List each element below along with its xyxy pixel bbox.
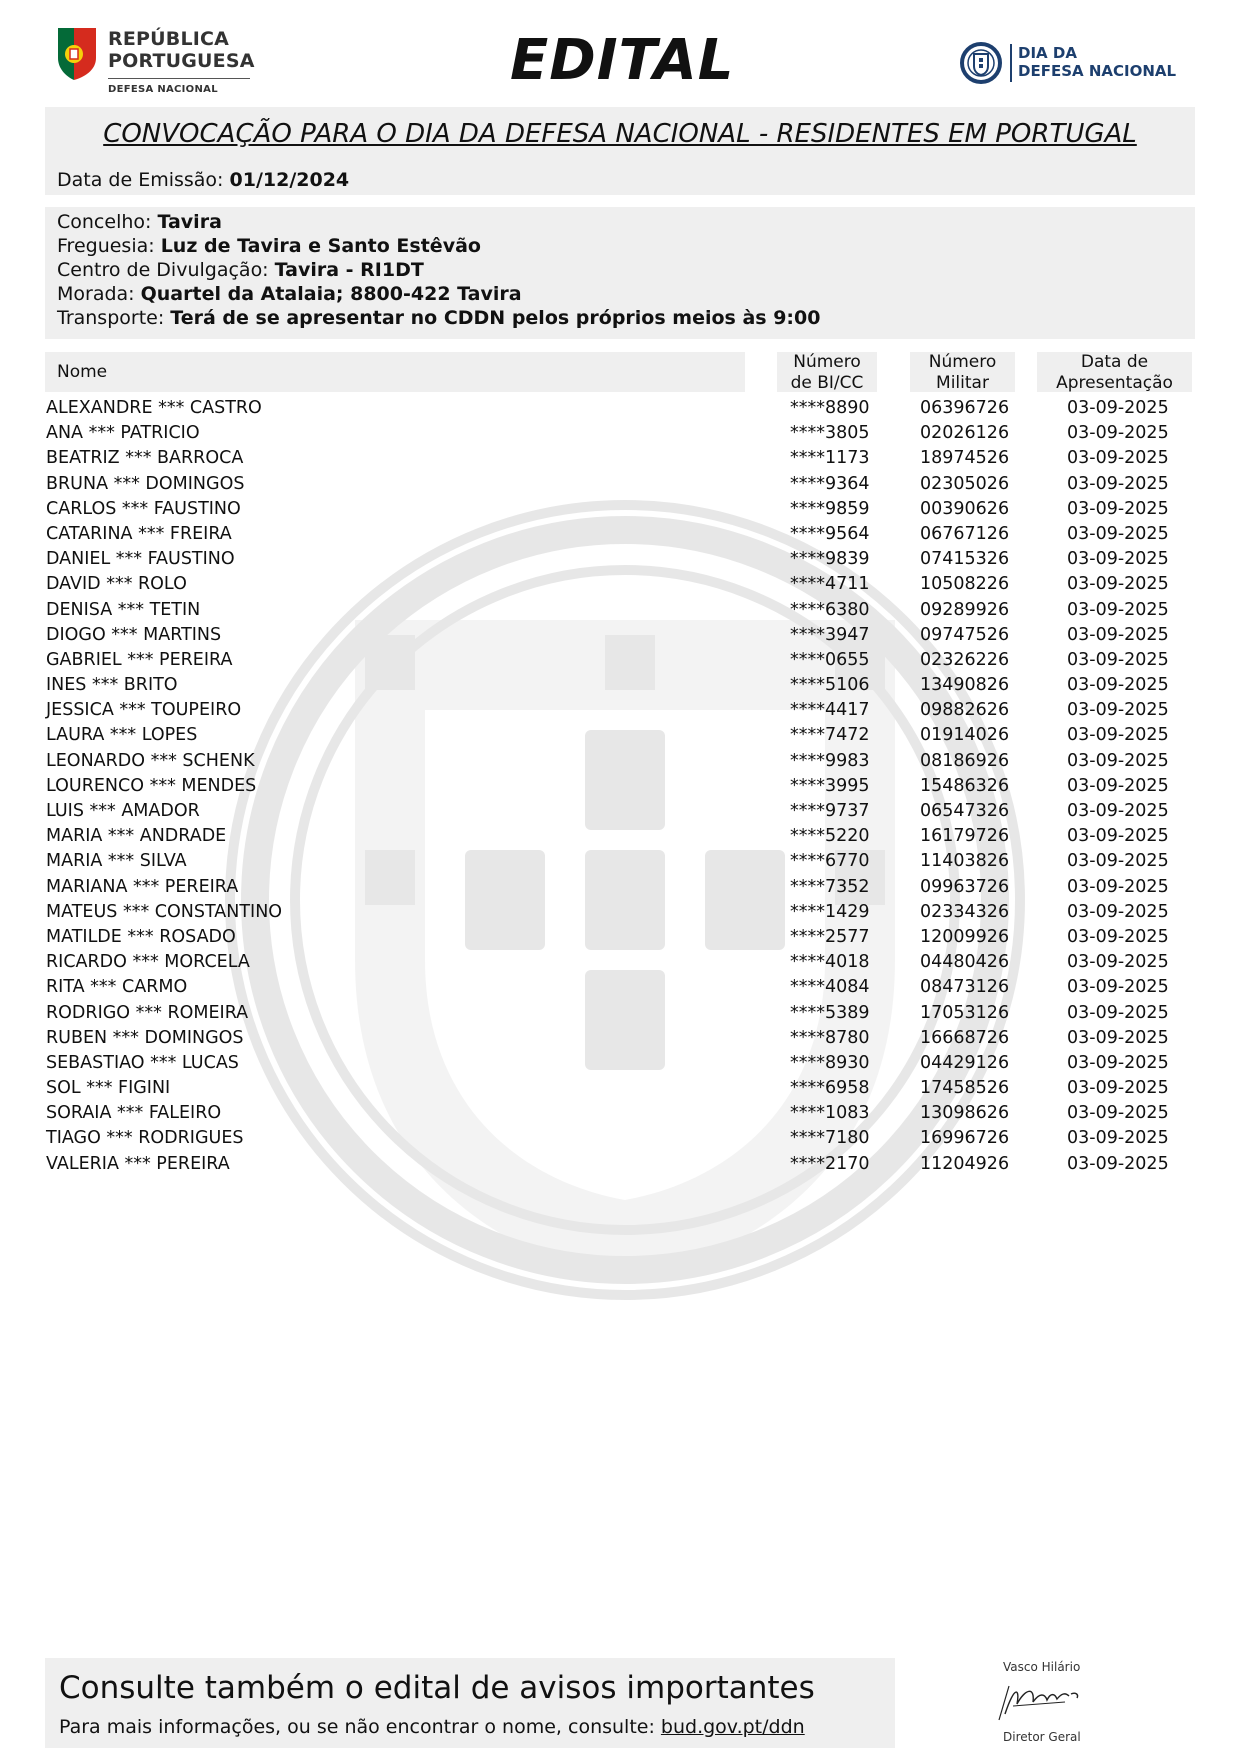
row-bi: ****9983 bbox=[790, 750, 870, 771]
table-row bbox=[0, 723, 1240, 748]
handwritten-signature bbox=[995, 1674, 1095, 1724]
table-row bbox=[0, 799, 1240, 824]
concelho-label: Concelho: bbox=[57, 211, 152, 233]
table-row bbox=[0, 975, 1240, 1000]
table-row bbox=[0, 824, 1240, 849]
row-data: 03-09-2025 bbox=[1067, 574, 1169, 595]
document-title: EDITAL bbox=[510, 28, 735, 93]
row-bi: ****5106 bbox=[790, 675, 870, 696]
row-nome: JESSICA *** TOUPEIRO bbox=[46, 700, 242, 721]
row-nome: GABRIEL *** PEREIRA bbox=[46, 649, 233, 670]
rp-divider bbox=[108, 78, 250, 79]
header-bi-line1: Número bbox=[793, 352, 861, 372]
table-row bbox=[0, 472, 1240, 497]
transporte-value: Terá de se apresentar no CDDN pelos próprios meios às 9:00 bbox=[170, 307, 821, 329]
row-bi: ****4417 bbox=[790, 700, 870, 721]
row-militar: 12009926 bbox=[920, 926, 1010, 947]
freguesia-line bbox=[57, 235, 481, 257]
table-row bbox=[0, 497, 1240, 522]
row-data: 03-09-2025 bbox=[1067, 1128, 1169, 1149]
signature-block bbox=[995, 1660, 1115, 1750]
row-militar: 09882626 bbox=[920, 700, 1010, 721]
row-data: 03-09-2025 bbox=[1067, 423, 1169, 444]
row-militar: 10508226 bbox=[920, 574, 1010, 595]
rp-line1: REPÚBLICA bbox=[108, 28, 230, 50]
column-header-data bbox=[1037, 352, 1192, 392]
row-nome: LUIS *** AMADOR bbox=[46, 801, 200, 821]
row-data: 03-09-2025 bbox=[1067, 523, 1169, 544]
row-nome: SOL *** FIGINI bbox=[46, 1078, 171, 1099]
row-militar: 02026126 bbox=[920, 423, 1010, 444]
row-bi: ****3805 bbox=[790, 423, 870, 444]
table-row bbox=[0, 572, 1240, 597]
row-data: 03-09-2025 bbox=[1067, 952, 1169, 973]
emissao-label: Data de Emissão: bbox=[57, 169, 224, 191]
table-row bbox=[0, 925, 1240, 950]
row-militar: 01914026 bbox=[920, 725, 1010, 746]
row-data: 03-09-2025 bbox=[1067, 549, 1169, 570]
row-bi: ****7352 bbox=[790, 876, 870, 897]
row-bi: ****4018 bbox=[790, 952, 870, 973]
row-nome: VALERIA *** PEREIRA bbox=[46, 1153, 230, 1174]
row-militar: 02326226 bbox=[920, 649, 1010, 670]
row-nome: TIAGO *** RODRIGUES bbox=[46, 1128, 244, 1149]
row-bi: ****4711 bbox=[790, 574, 870, 595]
row-data: 03-09-2025 bbox=[1067, 473, 1169, 494]
row-nome: LAURA *** LOPES bbox=[46, 725, 198, 746]
column-header-militar bbox=[910, 352, 1015, 392]
row-bi: ****2577 bbox=[790, 926, 870, 947]
row-nome: LOURENCO *** MENDES bbox=[46, 775, 257, 796]
row-data: 03-09-2025 bbox=[1067, 725, 1169, 746]
row-data: 03-09-2025 bbox=[1067, 599, 1169, 620]
table-row bbox=[0, 446, 1240, 471]
row-militar: 17053126 bbox=[920, 1002, 1010, 1023]
ddn-emblem-icon bbox=[960, 42, 1002, 84]
row-nome: RITA *** CARMO bbox=[46, 977, 188, 998]
row-nome: SORAIA *** FALEIRO bbox=[46, 1103, 222, 1124]
footer-info bbox=[59, 1716, 805, 1738]
rp-line2: PORTUGUESA bbox=[108, 50, 255, 72]
row-militar: 02305026 bbox=[920, 473, 1010, 494]
table-row bbox=[0, 849, 1240, 874]
row-bi: ****9564 bbox=[790, 523, 870, 544]
row-militar: 16996726 bbox=[920, 1128, 1010, 1149]
row-nome: BEATRIZ *** BARROCA bbox=[46, 448, 244, 469]
rp-wordmark bbox=[108, 28, 255, 72]
table-row bbox=[0, 396, 1240, 421]
centro-label: Centro de Divulgação: bbox=[57, 259, 269, 281]
row-militar: 00390626 bbox=[920, 498, 1010, 519]
row-militar: 09747526 bbox=[920, 624, 1010, 645]
table-row bbox=[0, 900, 1240, 925]
row-militar: 08186926 bbox=[920, 750, 1010, 771]
row-militar: 04429126 bbox=[920, 1052, 1010, 1073]
row-nome: CATARINA *** FREIRA bbox=[46, 523, 232, 544]
ddn-divider bbox=[1010, 44, 1012, 82]
row-nome: DIOGO *** MARTINS bbox=[46, 624, 222, 645]
row-bi: ****8780 bbox=[790, 1027, 870, 1048]
row-data: 03-09-2025 bbox=[1067, 826, 1169, 847]
republica-portuguesa-logo bbox=[58, 28, 268, 100]
column-header-nome bbox=[45, 352, 745, 392]
ddn-line2: DEFESA NACIONAL bbox=[1018, 62, 1177, 80]
row-data: 03-09-2025 bbox=[1067, 675, 1169, 696]
morada-label: Morada: bbox=[57, 283, 135, 305]
footer-notice bbox=[45, 1658, 895, 1748]
row-nome: MARIA *** SILVA bbox=[46, 851, 187, 872]
header-mil-line1: Número bbox=[928, 352, 997, 372]
convocados-table-body bbox=[0, 396, 1240, 1177]
row-bi: ****8930 bbox=[790, 1052, 870, 1073]
row-data: 03-09-2025 bbox=[1067, 1027, 1169, 1048]
header-mil-line2: Militar bbox=[936, 373, 989, 393]
table-row bbox=[0, 875, 1240, 900]
row-bi: ****5220 bbox=[790, 826, 870, 847]
title-band bbox=[45, 107, 1195, 195]
row-data: 03-09-2025 bbox=[1067, 876, 1169, 897]
ddn-wordmark bbox=[1018, 44, 1176, 80]
row-nome: RODRIGO *** ROMEIRA bbox=[46, 1002, 249, 1023]
row-bi: ****9364 bbox=[790, 473, 870, 494]
row-data: 03-09-2025 bbox=[1067, 624, 1169, 645]
row-militar: 16179726 bbox=[920, 826, 1010, 847]
concelho-line bbox=[57, 211, 222, 233]
row-bi: ****4084 bbox=[790, 977, 870, 998]
row-nome: MATEUS *** CONSTANTINO bbox=[46, 901, 283, 922]
signatory-role: Diretor Geral bbox=[1003, 1730, 1081, 1744]
table-row bbox=[0, 547, 1240, 572]
table-row bbox=[0, 522, 1240, 547]
row-nome: SEBASTIAO *** LUCAS bbox=[46, 1052, 239, 1073]
row-data: 03-09-2025 bbox=[1067, 977, 1169, 998]
row-bi: ****7472 bbox=[790, 725, 870, 746]
row-bi: ****9859 bbox=[790, 498, 870, 519]
morada-line bbox=[57, 283, 522, 305]
transporte-label: Transporte: bbox=[57, 307, 165, 329]
row-nome: RUBEN *** DOMINGOS bbox=[46, 1027, 244, 1048]
row-data: 03-09-2025 bbox=[1067, 1078, 1169, 1099]
row-nome: LEONARDO *** SCHENK bbox=[46, 750, 255, 771]
row-bi: ****8890 bbox=[790, 398, 870, 418]
row-nome: MARIA *** ANDRADE bbox=[46, 826, 227, 847]
freguesia-label: Freguesia: bbox=[57, 235, 155, 257]
row-bi: ****2170 bbox=[790, 1153, 870, 1174]
row-militar: 09963726 bbox=[920, 876, 1010, 897]
row-nome: RICARDO *** MORCELA bbox=[46, 952, 250, 973]
row-data: 03-09-2025 bbox=[1067, 901, 1169, 922]
row-bi: ****5389 bbox=[790, 1002, 870, 1023]
table-row bbox=[0, 774, 1240, 799]
table-row bbox=[0, 1051, 1240, 1076]
rp-subtitle: DEFESA NACIONAL bbox=[108, 84, 218, 95]
table-row bbox=[0, 623, 1240, 648]
emissao-value: 01/12/2024 bbox=[229, 169, 350, 191]
row-data: 03-09-2025 bbox=[1067, 448, 1169, 469]
table-row bbox=[0, 598, 1240, 623]
row-nome: ANA *** PATRICIO bbox=[46, 423, 200, 444]
row-data: 03-09-2025 bbox=[1067, 1103, 1169, 1124]
row-militar: 07415326 bbox=[920, 549, 1010, 570]
row-data: 03-09-2025 bbox=[1067, 775, 1169, 796]
table-row bbox=[0, 421, 1240, 446]
row-militar: 13490826 bbox=[920, 675, 1010, 696]
footer-link[interactable]: bud.gov.pt/ddn bbox=[660, 1716, 805, 1738]
row-bi: ****9737 bbox=[790, 801, 870, 821]
row-data: 03-09-2025 bbox=[1067, 398, 1169, 418]
table-row bbox=[0, 1001, 1240, 1026]
ddn-line1: DIA DA bbox=[1018, 44, 1077, 62]
data-emissao bbox=[57, 169, 349, 191]
row-nome: CARLOS *** FAUSTINO bbox=[46, 498, 241, 519]
header-data-line2: Apresentação bbox=[1056, 373, 1173, 393]
row-bi: ****1429 bbox=[790, 901, 870, 922]
table-row bbox=[0, 1101, 1240, 1126]
row-militar: 02334326 bbox=[920, 901, 1010, 922]
row-militar: 11403826 bbox=[920, 851, 1010, 872]
row-bi: ****6380 bbox=[790, 599, 870, 620]
location-info-block bbox=[45, 207, 1195, 339]
row-bi: ****6770 bbox=[790, 851, 870, 872]
row-bi: ****9839 bbox=[790, 549, 870, 570]
freguesia-value: Luz de Tavira e Santo Estêvão bbox=[160, 235, 481, 257]
row-data: 03-09-2025 bbox=[1067, 1052, 1169, 1073]
row-militar: 17458526 bbox=[920, 1078, 1010, 1099]
row-nome: DENISA *** TETIN bbox=[46, 599, 201, 620]
column-header-bi bbox=[777, 352, 877, 392]
row-militar: 09289926 bbox=[920, 599, 1010, 620]
row-data: 03-09-2025 bbox=[1067, 851, 1169, 872]
row-bi: ****3947 bbox=[790, 624, 870, 645]
row-data: 03-09-2025 bbox=[1067, 498, 1169, 519]
row-data: 03-09-2025 bbox=[1067, 750, 1169, 771]
table-row bbox=[0, 950, 1240, 975]
transporte-line bbox=[57, 307, 820, 329]
table-row bbox=[0, 1076, 1240, 1101]
row-militar: 08473126 bbox=[920, 977, 1010, 998]
concelho-value: Tavira bbox=[157, 211, 222, 233]
row-nome: ALEXANDRE *** CASTRO bbox=[46, 398, 262, 418]
footer-headline: Consulte também o edital de avisos importantes bbox=[59, 1670, 815, 1706]
row-militar: 04480426 bbox=[920, 952, 1010, 973]
portugal-flag-icon bbox=[58, 28, 96, 80]
centro-value: Tavira - RI1DT bbox=[274, 259, 424, 281]
row-bi: ****0655 bbox=[790, 649, 870, 670]
table-row bbox=[0, 1026, 1240, 1051]
row-data: 03-09-2025 bbox=[1067, 700, 1169, 721]
row-nome: MATILDE *** ROSADO bbox=[46, 926, 236, 947]
table-row bbox=[0, 698, 1240, 723]
morada-value: Quartel da Atalaia; 8800-422 Tavira bbox=[140, 283, 522, 305]
footer-info-text: Para mais informações, ou se não encontrar o nome, consulte: bbox=[59, 1716, 655, 1738]
table-row bbox=[0, 1152, 1240, 1177]
row-data: 03-09-2025 bbox=[1067, 801, 1169, 821]
row-militar: 06396726 bbox=[920, 398, 1010, 418]
signatory-name: Vasco Hilário bbox=[1003, 1660, 1081, 1674]
row-bi: ****7180 bbox=[790, 1128, 870, 1149]
row-militar: 16668726 bbox=[920, 1027, 1010, 1048]
row-nome: DAVID *** ROLO bbox=[46, 574, 187, 595]
header-data-line1: Data de bbox=[1080, 352, 1149, 372]
centro-line bbox=[57, 259, 424, 281]
row-nome: INES *** BRITO bbox=[46, 675, 178, 696]
row-data: 03-09-2025 bbox=[1067, 1153, 1169, 1174]
row-militar: 18974526 bbox=[920, 448, 1010, 469]
table-row bbox=[0, 1126, 1240, 1151]
header-bi-line2: de BI/CC bbox=[790, 373, 864, 393]
header-nome-label: Nome bbox=[57, 362, 108, 382]
table-row bbox=[0, 673, 1240, 698]
row-bi: ****6958 bbox=[790, 1078, 870, 1099]
row-bi: ****1083 bbox=[790, 1103, 870, 1124]
row-nome: DANIEL *** FAUSTINO bbox=[46, 549, 235, 570]
table-row bbox=[0, 749, 1240, 774]
row-militar: 11204926 bbox=[920, 1153, 1010, 1174]
row-bi: ****1173 bbox=[790, 448, 870, 469]
dia-da-defesa-nacional-logo bbox=[960, 42, 1190, 88]
row-nome: MARIANA *** PEREIRA bbox=[46, 876, 239, 897]
convocacao-heading: CONVOCAÇÃO PARA O DIA DA DEFESA NACIONAL - RESIDENTES EM PORTUGAL bbox=[103, 119, 1137, 149]
row-data: 03-09-2025 bbox=[1067, 649, 1169, 670]
row-nome: BRUNA *** DOMINGOS bbox=[46, 473, 245, 494]
row-militar: 15486326 bbox=[920, 775, 1010, 796]
row-data: 03-09-2025 bbox=[1067, 926, 1169, 947]
row-bi: ****3995 bbox=[790, 775, 870, 796]
row-data: 03-09-2025 bbox=[1067, 1002, 1169, 1023]
row-militar: 06767126 bbox=[920, 523, 1010, 544]
row-militar: 13098626 bbox=[920, 1103, 1010, 1124]
table-row bbox=[0, 648, 1240, 673]
row-militar: 06547326 bbox=[920, 801, 1010, 821]
